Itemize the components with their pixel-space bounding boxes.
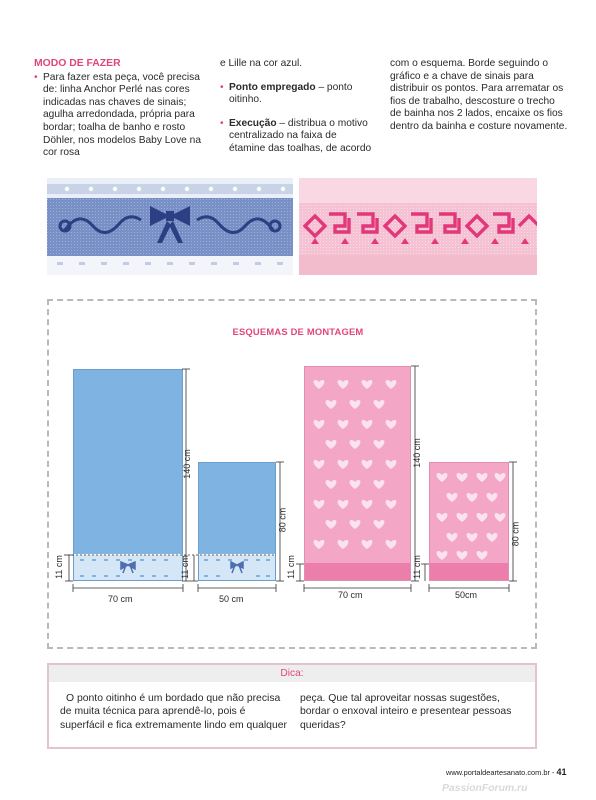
tip-text-column-2: peça. Que tal aproveitar nossas sugestões, bordar o enxoval inteiro e presentear pessoas queridas? <box>300 693 512 731</box>
blue-bath-width-label: 70 cm <box>108 594 133 604</box>
page-footer <box>446 767 567 777</box>
pink-bath-width-label: 70 cm <box>338 590 363 600</box>
pink-face-height-label: 80 cm <box>510 521 521 547</box>
execution-paragraph: • Execução – distribua o motivo centralizado na faixa de étamine das toalhas, de acordo <box>220 118 372 156</box>
watermark: PassionForum.ru <box>442 783 528 794</box>
blue-bath-band-label: 11 cm <box>53 555 64 579</box>
stitch-paragraph: • Ponto empregado – ponto oitinho. <box>220 82 372 107</box>
section-heading: MODO DE FAZER <box>34 58 121 69</box>
tip-text-column-1: O ponto oitinho é um bordado que não precisa de muita técnica para aprendê-lo, pois é superfácil e fica extremamente lindo em qualquer <box>60 693 287 731</box>
schemes-title: ESQUEMAS DE MONTAGEM <box>232 326 364 337</box>
pink-face-width-label: 50cm <box>455 590 478 600</box>
page-number: 41 <box>556 767 567 777</box>
tip-title: Dica: <box>49 665 535 682</box>
execution-paragraph-continued: com o esquema. Borde seguindo o gráfico e a chave de sinais para distribuir os pontos. Para arrematar os fios de trabalho, descosture o trecho de bainha nos 2 lados, encaixe os fios dentro da bainha e costure novamente. <box>390 58 568 132</box>
pink-bath-height-label: 140 cm <box>411 438 422 468</box>
blue-face-height-label: 80 cm <box>277 507 288 533</box>
blue-face-width-label: 50 cm <box>219 594 244 604</box>
pink-bath-band-label: 11 cm <box>285 555 296 579</box>
blue-bath-height-label: 140 cm <box>181 449 192 479</box>
pink-face-band-label: 11 cm <box>411 555 422 579</box>
materials-paragraph: • Para fazer esta peça, você precisa de: linha Anchor Perlé nas cores indicadas nas chaves de sinais; agulha arredondada, própria para bordar; toalha de banho e rosto Döhler, nos modelos Baby Love na cor rosa <box>34 72 206 160</box>
footer-site: www.portaldeartesanato.com.br - <box>446 768 557 777</box>
materials-paragraph-continued: e Lille na cor azul. <box>220 58 303 69</box>
blue-face-band-label: 11 cm <box>179 555 190 579</box>
